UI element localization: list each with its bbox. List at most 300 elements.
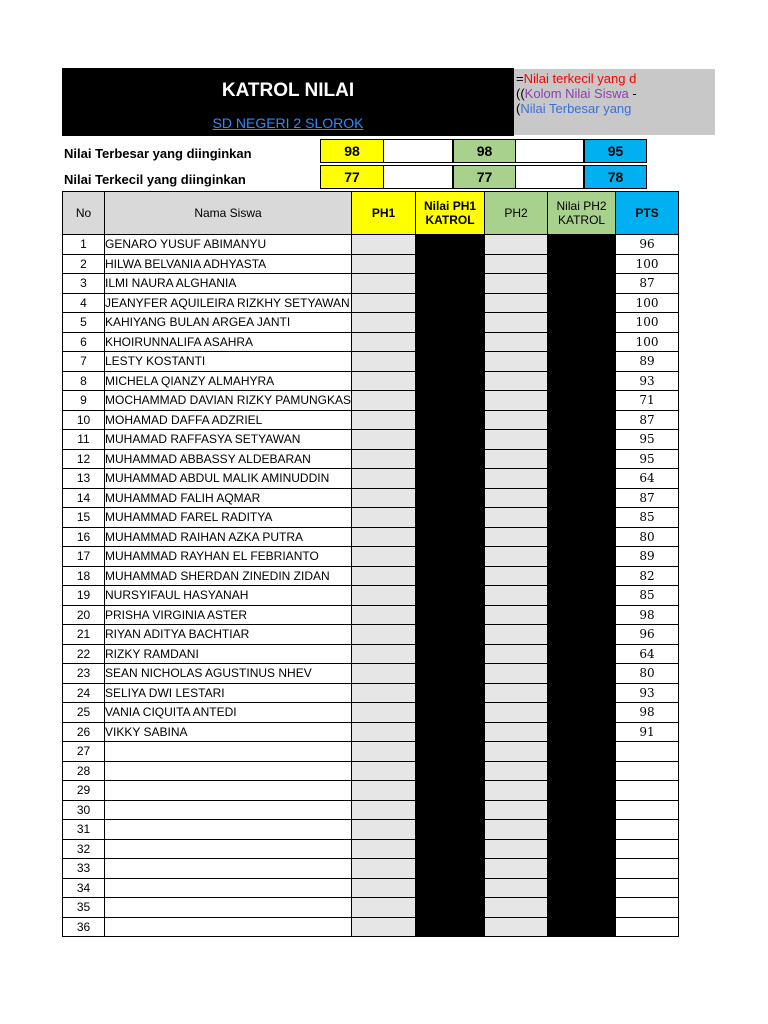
pts-cell[interactable]: 82 — [616, 566, 679, 586]
ph1-katrol-cell — [416, 313, 485, 333]
row-no: 33 — [63, 859, 105, 879]
sheet-header — [62, 68, 514, 136]
ph2-katrol-cell — [548, 235, 616, 255]
table-row — [63, 800, 679, 820]
student-name[interactable] — [105, 839, 352, 859]
ph1-cell[interactable] — [352, 664, 416, 684]
student-name[interactable]: SELIYA DWI LESTARI — [105, 683, 352, 703]
ph2-cell[interactable] — [485, 547, 548, 567]
ph1-katrol-cell — [416, 391, 485, 411]
ph2-cell[interactable] — [485, 800, 548, 820]
ph1-katrol-cell — [416, 371, 485, 391]
table-row — [63, 293, 679, 313]
ph1-cell[interactable] — [352, 703, 416, 723]
ph1-cell[interactable] — [352, 469, 416, 489]
ph2-cell[interactable] — [485, 625, 548, 645]
col-header-pts: PTS — [616, 192, 679, 235]
pts-cell[interactable]: 98 — [616, 605, 679, 625]
ph2-cell[interactable] — [485, 761, 548, 781]
ph2-katrol-cell — [548, 644, 616, 664]
ph2-max-cell[interactable]: 98 — [453, 139, 516, 163]
ph2-katrol-min-blank[interactable] — [516, 165, 584, 189]
ph2-katrol-cell — [548, 800, 616, 820]
student-name[interactable]: VANIA CIQUITA ANTEDI — [105, 703, 352, 723]
ph1-katrol-max-blank[interactable] — [384, 139, 453, 163]
student-name[interactable]: KHOIRUNNALIFA ASAHRA — [105, 332, 352, 352]
table-row — [63, 488, 679, 508]
formula-prefix-3: ( — [516, 101, 521, 116]
ph2-cell[interactable] — [485, 527, 548, 547]
ph1-cell[interactable] — [352, 683, 416, 703]
ph1-cell[interactable] — [352, 352, 416, 372]
formula-text-3: Nilai Terbesar yang — [520, 101, 632, 116]
row-no: 23 — [63, 664, 105, 684]
ph2-katrol-cell — [548, 742, 616, 762]
ph2-cell[interactable] — [485, 508, 548, 528]
row-no: 20 — [63, 605, 105, 625]
row-no: 21 — [63, 625, 105, 645]
pts-cell[interactable]: 64 — [616, 644, 679, 664]
student-name[interactable]: JEANYFER AQUILEIRA RIZKHY SETYAWAN — [105, 293, 352, 313]
formula-text-1: Nilai terkecil yang d — [523, 71, 637, 86]
row-no: 13 — [63, 469, 105, 489]
col-header-ph1: PH1 — [352, 192, 416, 235]
table-row — [63, 254, 679, 274]
ph2-cell[interactable] — [485, 313, 548, 333]
row-no: 14 — [63, 488, 105, 508]
pts-max-cell[interactable]: 95 — [584, 139, 647, 163]
ph2-cell[interactable] — [485, 488, 548, 508]
ph1-katrol-cell — [416, 664, 485, 684]
ph2-katrol-cell — [548, 898, 616, 918]
sheet-title: KATROL NILAI — [221, 80, 355, 101]
student-name[interactable]: MOHAMAD DAFFA ADZRIEL — [105, 410, 352, 430]
ph1-cell[interactable] — [352, 917, 416, 937]
ph1-katrol-cell — [416, 683, 485, 703]
pts-cell[interactable]: 95 — [616, 430, 679, 450]
formula-text-2: Kolom Nilai Siswa — [524, 86, 629, 101]
pts-cell[interactable]: 87 — [616, 274, 679, 294]
table-row — [63, 917, 679, 937]
pts-cell[interactable]: 100 — [616, 313, 679, 333]
row-no: 32 — [63, 839, 105, 859]
ph1-katrol-min-blank[interactable] — [384, 165, 453, 189]
ph1-katrol-cell — [416, 274, 485, 294]
formula-suffix-2: - — [628, 86, 637, 101]
pts-cell[interactable]: 100 — [616, 293, 679, 313]
table-row — [63, 449, 679, 469]
row-no: 8 — [63, 371, 105, 391]
ph2-cell[interactable] — [485, 703, 548, 723]
ph1-cell[interactable] — [352, 605, 416, 625]
pts-cell[interactable] — [616, 820, 679, 840]
ph1-cell[interactable] — [352, 410, 416, 430]
row-no: 29 — [63, 781, 105, 801]
ph1-cell[interactable] — [352, 625, 416, 645]
ph2-katrol-cell — [548, 839, 616, 859]
row-no: 18 — [63, 566, 105, 586]
ph2-katrol-cell — [548, 293, 616, 313]
student-name[interactable] — [105, 878, 352, 898]
ph1-katrol-cell — [416, 254, 485, 274]
ph1-cell[interactable] — [352, 508, 416, 528]
ph2-cell[interactable] — [485, 352, 548, 372]
ph1-katrol-cell — [416, 410, 485, 430]
table-row — [63, 644, 679, 664]
row-no: 34 — [63, 878, 105, 898]
pts-cell[interactable]: 96 — [616, 625, 679, 645]
row-no: 25 — [63, 703, 105, 723]
table-row — [63, 332, 679, 352]
ph1-cell[interactable] — [352, 820, 416, 840]
ph1-cell[interactable] — [352, 547, 416, 567]
pts-cell[interactable] — [616, 878, 679, 898]
pts-cell[interactable]: 93 — [616, 371, 679, 391]
ph2-katrol-cell — [548, 274, 616, 294]
ph1-cell[interactable] — [352, 761, 416, 781]
pts-min-cell[interactable]: 78 — [584, 165, 647, 189]
row-no: 3 — [63, 274, 105, 294]
ph2-cell[interactable] — [485, 274, 548, 294]
ph1-katrol-cell — [416, 293, 485, 313]
col-header-nama: Nama Siswa — [105, 192, 352, 235]
student-name[interactable]: PRISHA VIRGINIA ASTER — [105, 605, 352, 625]
ph2-katrol-cell — [548, 371, 616, 391]
ph1-katrol-cell — [416, 332, 485, 352]
student-name[interactable]: MUHAMMAD ABBASSY ALDEBARAN — [105, 449, 352, 469]
ph2-cell[interactable] — [485, 644, 548, 664]
ph2-katrol-cell — [548, 352, 616, 372]
ph2-cell[interactable] — [485, 410, 548, 430]
ph1-cell[interactable] — [352, 391, 416, 411]
row-no: 31 — [63, 820, 105, 840]
ph1-cell[interactable] — [352, 586, 416, 606]
ph2-cell[interactable] — [485, 722, 548, 742]
table-row — [63, 878, 679, 898]
student-name[interactable] — [105, 898, 352, 918]
pts-cell[interactable]: 89 — [616, 352, 679, 372]
ph2-katrol-cell — [548, 917, 616, 937]
table-row — [63, 605, 679, 625]
table-row — [63, 313, 679, 333]
student-name[interactable]: SEAN NICHOLAS AGUSTINUS NHEV — [105, 664, 352, 684]
student-name[interactable]: HILWA BELVANIA ADHYASTA — [105, 254, 352, 274]
ph2-katrol-cell — [548, 703, 616, 723]
table-row — [63, 722, 679, 742]
table-row — [63, 527, 679, 547]
ph1-cell[interactable] — [352, 566, 416, 586]
pts-cell[interactable] — [616, 742, 679, 762]
table-row — [63, 683, 679, 703]
ph1-katrol-cell — [416, 605, 485, 625]
ph1-cell[interactable] — [352, 878, 416, 898]
formula-line-2 — [516, 86, 637, 101]
table-row — [63, 566, 679, 586]
school-link[interactable]: SD NEGERI 2 SLOROK — [212, 115, 364, 131]
ph1-cell[interactable] — [352, 781, 416, 801]
ph2-cell[interactable] — [485, 781, 548, 801]
student-name[interactable]: KAHIYANG BULAN ARGEA JANTI — [105, 313, 352, 333]
row-no: 1 — [63, 235, 105, 255]
table-row — [63, 371, 679, 391]
ph2-katrol-cell — [548, 313, 616, 333]
ph2-cell[interactable] — [485, 235, 548, 255]
row-no: 36 — [63, 917, 105, 937]
ph2-katrol-cell — [548, 254, 616, 274]
ph2-min-cell[interactable]: 77 — [453, 165, 516, 189]
ph1-katrol-cell — [416, 781, 485, 801]
grades-table — [62, 191, 679, 937]
student-name[interactable]: ILMI NAURA ALGHANIA — [105, 274, 352, 294]
ph1-cell[interactable] — [352, 839, 416, 859]
row-no: 9 — [63, 391, 105, 411]
ph1-cell[interactable] — [352, 859, 416, 879]
target-min-label: Nilai Terkecil yang diinginkan — [64, 172, 246, 187]
pts-cell[interactable]: 87 — [616, 410, 679, 430]
ph2-cell[interactable] — [485, 430, 548, 450]
target-max-label: Nilai Terbesar yang diinginkan — [64, 146, 252, 161]
ph1-katrol-cell — [416, 508, 485, 528]
ph2-cell[interactable] — [485, 449, 548, 469]
ph1-min-cell[interactable]: 77 — [320, 165, 384, 189]
ph1-katrol-cell — [416, 878, 485, 898]
ph1-cell[interactable] — [352, 527, 416, 547]
row-no: 7 — [63, 352, 105, 372]
table-row — [63, 742, 679, 762]
ph2-katrol-cell — [548, 449, 616, 469]
student-name[interactable]: MUHAMMAD RAYHAN EL FEBRIANTO — [105, 547, 352, 567]
ph1-cell[interactable] — [352, 722, 416, 742]
ph2-cell[interactable] — [485, 820, 548, 840]
ph1-katrol-cell — [416, 235, 485, 255]
student-name[interactable] — [105, 761, 352, 781]
table-row — [63, 664, 679, 684]
ph1-max-cell[interactable]: 98 — [320, 139, 384, 163]
table-row — [63, 898, 679, 918]
ph2-katrol-max-blank[interactable] — [516, 139, 584, 163]
ph2-cell[interactable] — [485, 391, 548, 411]
ph2-cell[interactable] — [485, 371, 548, 391]
ph1-katrol-cell — [416, 800, 485, 820]
row-no: 15 — [63, 508, 105, 528]
row-no: 22 — [63, 644, 105, 664]
ph1-katrol-cell — [416, 430, 485, 450]
ph1-cell[interactable] — [352, 254, 416, 274]
pts-cell[interactable] — [616, 761, 679, 781]
pts-cell[interactable]: 85 — [616, 508, 679, 528]
formula-line-3 — [516, 101, 631, 116]
ph2-katrol-cell — [548, 430, 616, 450]
pts-cell[interactable]: 85 — [616, 586, 679, 606]
pts-cell[interactable]: 80 — [616, 527, 679, 547]
ph2-cell[interactable] — [485, 566, 548, 586]
table-row — [63, 781, 679, 801]
ph1-cell[interactable] — [352, 371, 416, 391]
pts-cell[interactable]: 64 — [616, 469, 679, 489]
ph2-katrol-cell — [548, 625, 616, 645]
col-header-no: No — [63, 192, 105, 235]
pts-cell[interactable]: 100 — [616, 254, 679, 274]
row-no: 5 — [63, 313, 105, 333]
ph2-cell[interactable] — [485, 859, 548, 879]
ph2-cell[interactable] — [485, 254, 548, 274]
pts-cell[interactable]: 93 — [616, 683, 679, 703]
ph1-cell[interactable] — [352, 430, 416, 450]
ph2-katrol-cell — [548, 332, 616, 352]
student-name[interactable]: GENARO YUSUF ABIMANYU — [105, 235, 352, 255]
row-no: 27 — [63, 742, 105, 762]
pts-cell[interactable] — [616, 898, 679, 918]
ph2-cell[interactable] — [485, 683, 548, 703]
ph1-cell[interactable] — [352, 449, 416, 469]
ph1-katrol-cell — [416, 722, 485, 742]
ph1-cell[interactable] — [352, 742, 416, 762]
table-row — [63, 839, 679, 859]
formula-prefix-2: (( — [516, 86, 525, 101]
col-header-ph1-katrol: Nilai PH1 KATROL — [416, 192, 485, 235]
student-name[interactable]: LESTY KOSTANTI — [105, 352, 352, 372]
ph1-cell[interactable] — [352, 235, 416, 255]
ph2-katrol-cell — [548, 410, 616, 430]
student-name[interactable]: MOCHAMMAD DAVIAN RIZKY PAMUNGKAS — [105, 391, 352, 411]
student-name[interactable] — [105, 820, 352, 840]
student-name[interactable]: MUHAMMAD RAIHAN AZKA PUTRA — [105, 527, 352, 547]
pts-cell[interactable] — [616, 839, 679, 859]
ph1-katrol-cell — [416, 352, 485, 372]
ph1-cell[interactable] — [352, 800, 416, 820]
table-row — [63, 859, 679, 879]
ph2-katrol-cell — [548, 566, 616, 586]
pts-cell[interactable] — [616, 800, 679, 820]
row-no: 6 — [63, 332, 105, 352]
student-name[interactable] — [105, 781, 352, 801]
ph1-katrol-cell — [416, 644, 485, 664]
ph1-katrol-cell — [416, 449, 485, 469]
student-name[interactable] — [105, 917, 352, 937]
formula-line-1 — [516, 71, 636, 86]
ph2-katrol-cell — [548, 664, 616, 684]
student-name[interactable] — [105, 742, 352, 762]
table-row — [63, 430, 679, 450]
ph1-katrol-cell — [416, 527, 485, 547]
pts-cell[interactable]: 100 — [616, 332, 679, 352]
row-no: 2 — [63, 254, 105, 274]
table-row — [63, 352, 679, 372]
ph2-cell[interactable] — [485, 839, 548, 859]
pts-cell[interactable] — [616, 859, 679, 879]
col-header-ph2: PH2 — [485, 192, 548, 235]
table-row — [63, 820, 679, 840]
formula-equals: = — [516, 71, 524, 86]
ph2-cell[interactable] — [485, 917, 548, 937]
pts-cell[interactable]: 96 — [616, 235, 679, 255]
table-row — [63, 469, 679, 489]
pts-cell[interactable] — [616, 917, 679, 937]
pts-cell[interactable]: 87 — [616, 488, 679, 508]
table-row — [63, 391, 679, 411]
row-no: 35 — [63, 898, 105, 918]
pts-cell[interactable]: 71 — [616, 391, 679, 411]
table-row — [63, 274, 679, 294]
ph2-cell[interactable] — [485, 293, 548, 313]
ph2-cell[interactable] — [485, 332, 548, 352]
row-no: 12 — [63, 449, 105, 469]
pts-cell[interactable]: 80 — [616, 664, 679, 684]
student-name[interactable]: RIZKY RAMDANI — [105, 644, 352, 664]
ph1-cell[interactable] — [352, 644, 416, 664]
ph1-katrol-cell — [416, 742, 485, 762]
ph2-cell[interactable] — [485, 898, 548, 918]
student-name[interactable]: MUHAMMAD FALIH AQMAR — [105, 488, 352, 508]
row-no: 26 — [63, 722, 105, 742]
ph1-katrol-cell — [416, 469, 485, 489]
ph1-katrol-cell — [416, 625, 485, 645]
pts-cell[interactable]: 91 — [616, 722, 679, 742]
ph1-cell[interactable] — [352, 898, 416, 918]
ph2-katrol-cell — [548, 722, 616, 742]
ph2-katrol-cell — [548, 605, 616, 625]
ph2-cell[interactable] — [485, 664, 548, 684]
pts-cell[interactable] — [616, 781, 679, 801]
row-no: 28 — [63, 761, 105, 781]
row-no: 10 — [63, 410, 105, 430]
student-name[interactable]: MUHAMAD RAFFASYA SETYAWAN — [105, 430, 352, 450]
ph2-katrol-cell — [548, 878, 616, 898]
ph1-cell[interactable] — [352, 313, 416, 333]
pts-cell[interactable]: 95 — [616, 449, 679, 469]
ph1-katrol-cell — [416, 917, 485, 937]
ph1-katrol-cell — [416, 761, 485, 781]
ph2-katrol-cell — [548, 547, 616, 567]
ph1-katrol-cell — [416, 703, 485, 723]
ph1-cell[interactable] — [352, 332, 416, 352]
student-name[interactable] — [105, 859, 352, 879]
table-row — [63, 235, 679, 255]
ph2-cell[interactable] — [485, 878, 548, 898]
formula-note — [514, 69, 715, 135]
student-name[interactable]: MICHELA QIANZY ALMAHYRA — [105, 371, 352, 391]
student-name[interactable] — [105, 800, 352, 820]
student-name[interactable]: MUHAMMAD ABDUL MALIK AMINUDDIN — [105, 469, 352, 489]
ph2-katrol-cell — [548, 683, 616, 703]
ph1-cell[interactable] — [352, 274, 416, 294]
ph1-katrol-cell — [416, 859, 485, 879]
ph1-katrol-cell — [416, 898, 485, 918]
ph2-cell[interactable] — [485, 742, 548, 762]
table-header-row — [63, 192, 679, 235]
ph1-cell[interactable] — [352, 488, 416, 508]
ph2-cell[interactable] — [485, 469, 548, 489]
student-name[interactable]: MUHAMMAD FAREL RADITYA — [105, 508, 352, 528]
pts-cell[interactable]: 89 — [616, 547, 679, 567]
ph2-cell[interactable] — [485, 605, 548, 625]
ph2-katrol-cell — [548, 527, 616, 547]
ph1-cell[interactable] — [352, 293, 416, 313]
ph1-katrol-cell — [416, 566, 485, 586]
student-name[interactable]: MUHAMMAD SHERDAN ZINEDIN ZIDAN — [105, 566, 352, 586]
ph2-katrol-cell — [548, 820, 616, 840]
row-no: 4 — [63, 293, 105, 313]
table-row — [63, 547, 679, 567]
pts-cell[interactable]: 98 — [616, 703, 679, 723]
ph1-katrol-cell — [416, 547, 485, 567]
ph2-katrol-cell — [548, 761, 616, 781]
table-row — [63, 508, 679, 528]
student-name[interactable]: VIKKY SABINA — [105, 722, 352, 742]
student-name[interactable]: NURSYIFAUL HASYANAH — [105, 586, 352, 606]
ph2-cell[interactable] — [485, 586, 548, 606]
student-name[interactable]: RIYAN ADITYA BACHTIAR — [105, 625, 352, 645]
